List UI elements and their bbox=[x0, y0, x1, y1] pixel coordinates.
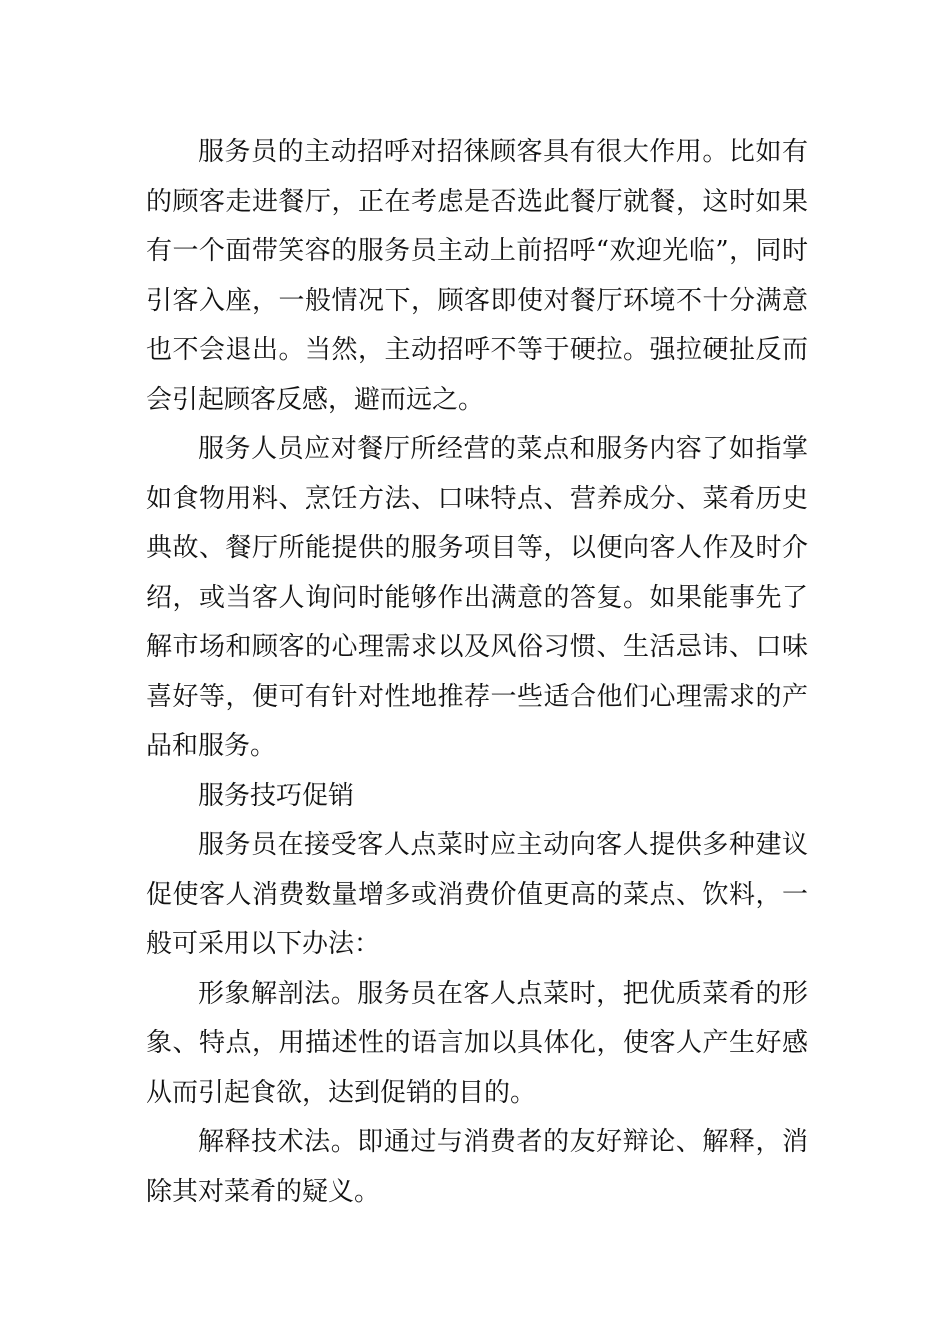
paragraph-ordering-suggestions: 服务员在接受客人点菜时应主动向客人提供多种建议促使客人消费数量增多或消费价值更高的菜点、饮料，一般可采用以下办法： bbox=[146, 830, 808, 959]
section-heading-service-skills: 服务技巧促销 bbox=[198, 780, 355, 811]
document-page bbox=[146, 128, 808, 1217]
paragraph-greeting: 服务员的主动招呼对招徕顾客具有很大作用。比如有的顾客走进餐厅，正在考虑是否选此餐厅就餐，这时如果有一个面带笑容的服务员主动上前招呼“欢迎光临”，同时引客入座，一般情况下，顾客即使对餐厅环境不十分满意也不会退出。当然，主动招呼不等于硬拉。强拉硬扯反而会引起顾客反感，避而远之。 bbox=[146, 137, 808, 415]
paragraph-image-method: 形象解剖法。服务员在客人点菜时，把优质菜肴的形象、特点，用描述性的语言加以具体化，使客人产生好感从而引起食欲，达到促销的目的。 bbox=[146, 978, 808, 1108]
paragraph-menu-knowledge: 服务人员应对餐厅所经营的菜点和服务内容了如指掌如食物用料、烹饪方法、口味特点、营养成分、菜肴历史典故、餐厅所能提供的服务项目等，以便向客人作及时介绍，或当客人询问时能够作出满意的答复。如果能事先了解市场和顾客的心理需求以及风俗习惯、生活忌讳、口味喜好等，便可有针对性地推荐一些适合他们心理需求的产品和服务。 bbox=[146, 434, 808, 761]
paragraph-explanation-method: 解释技术法。即通过与消费者的友好辩论、解释，消除其对菜肴的疑义。 bbox=[146, 1127, 808, 1207]
